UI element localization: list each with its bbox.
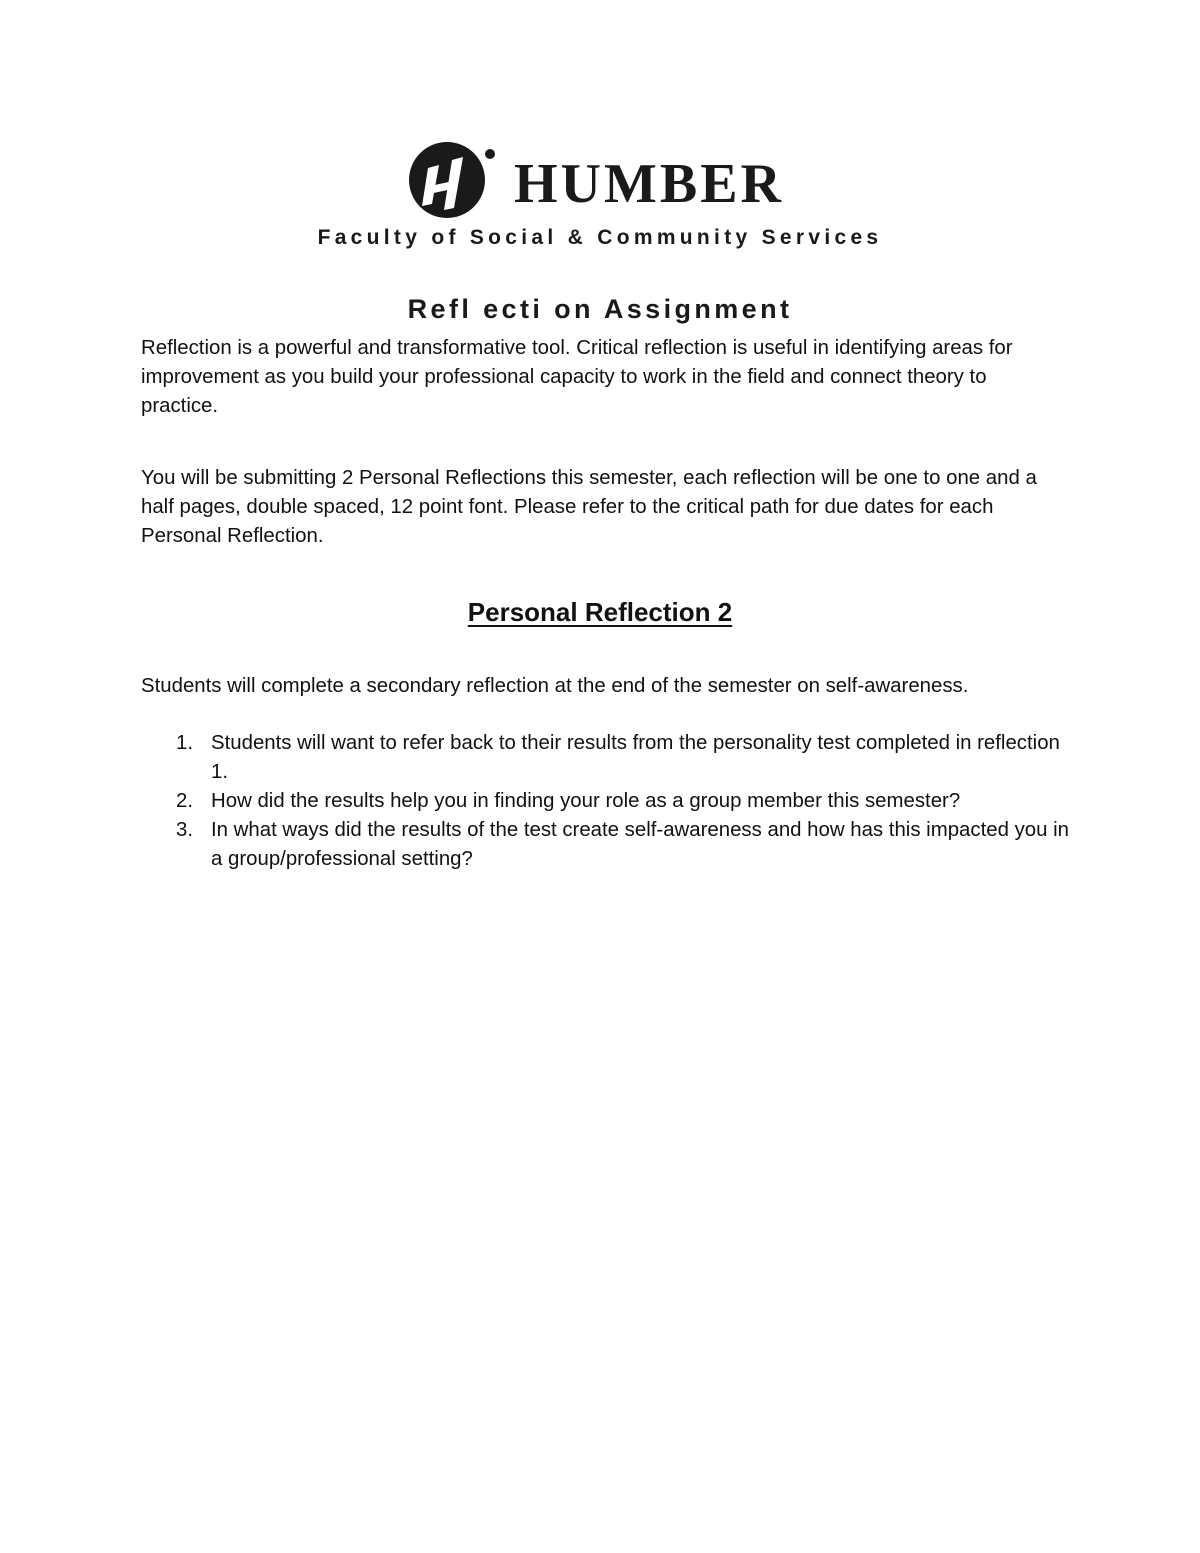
list-number: 2. [176,790,194,812]
list-text: How did the results help you in finding your role as a group member this semester? [211,790,961,812]
page-title: Refl ecti on Assignment [407,294,793,324]
logo-wordmark: HUMBER [514,153,784,215]
list-number: 1. [176,732,194,754]
list-item [141,816,1071,874]
list-item [141,787,1071,816]
submission-paragraph: You will be submitting 2 Personal Reflections this semester, each reflection will be one to one and a half pages, double spaced, 12 point font. Please refer to the critical path for due dates for each Personal Reflection. [141,467,1037,547]
section-heading: Personal Reflection 2 [467,597,733,627]
section-intro: Students will complete a secondary reflection at the end of the semester on self-awareness. [141,675,969,697]
list-text: In what ways did the results of the test create self-awareness and how has this impacted you in a group/professional setting? [211,819,1069,870]
humber-emblem-icon [408,138,508,222]
list-number: 3. [176,819,194,841]
question-list [141,729,1071,874]
list-text: Students will want to refer back to their results from the personality test completed in reflection 1. [211,732,1060,783]
intro-paragraph: Reflection is a powerful and transformative tool. Critical reflection is useful in identifying areas for improvement as you build your professional capacity to work in the field and connect theory to practice. [141,337,1013,417]
faculty-name: Faculty of Social & Community Services [317,226,883,249]
list-item [141,729,1071,787]
